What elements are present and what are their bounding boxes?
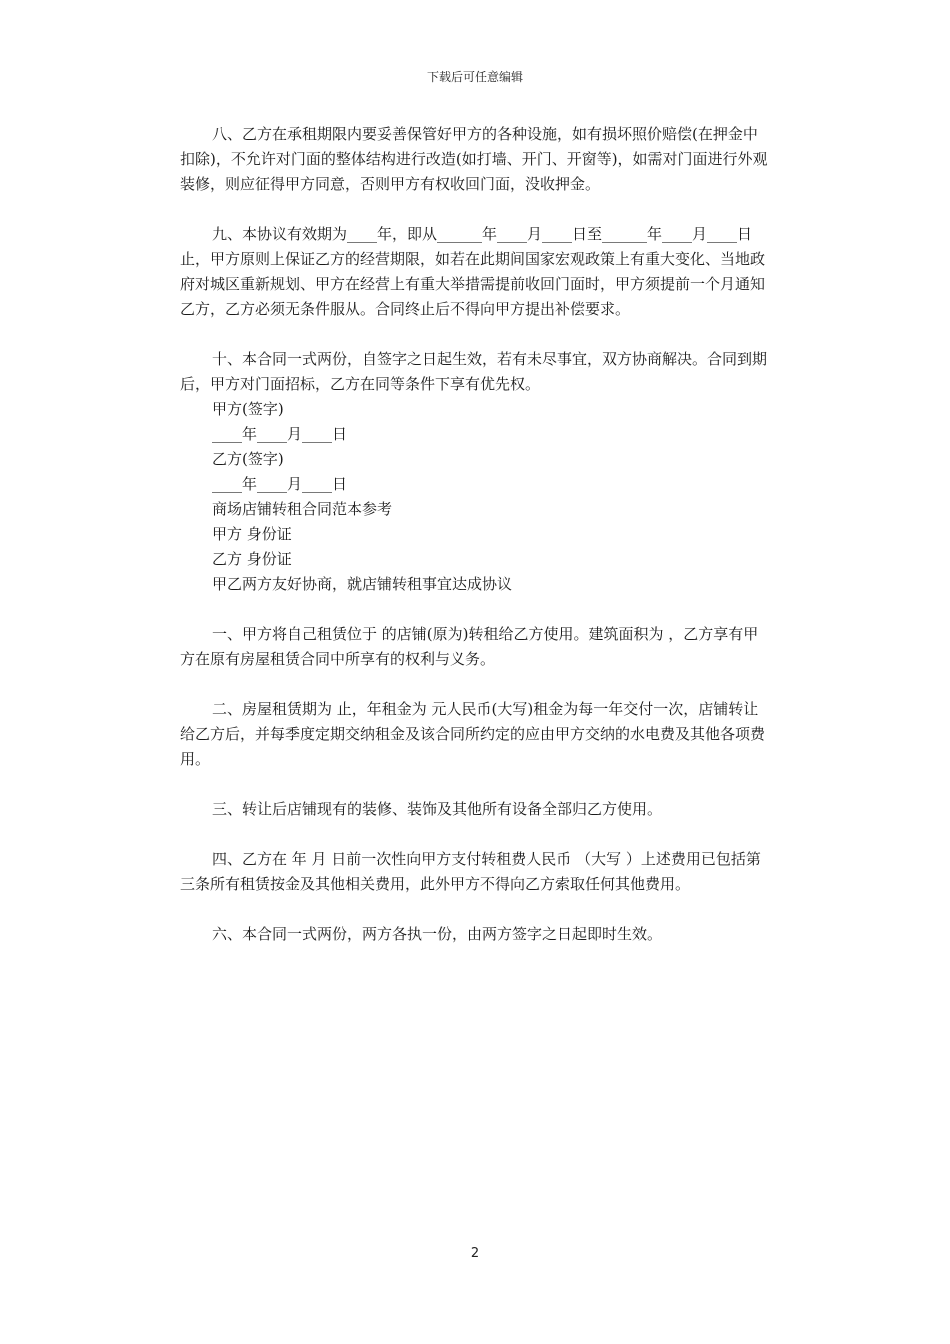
party-b-id: 乙方 身份证	[212, 550, 292, 568]
clause-3: 三、转让后店铺现有的装修、装饰及其他所有设备全部归乙方使用。	[212, 800, 663, 818]
clause-8: 八、乙方在承租期限内要妥善保管好甲方的各种设施，如有损坏照价赔偿(在押金中扣除)，不允许对门面的整体结构进行改造(如打墙、开门、开窗等)，如需对门面进行外观装修，则应征得甲方同意，否则甲方有权收回门面，没收押金。	[180, 125, 768, 193]
clause-1: 一、甲方将自己租赁位于 的店铺(原为)转租给乙方使用。建筑面积为 ，乙方享有甲方在原有房屋租赁合同中所享有的权利与义务。	[180, 625, 759, 668]
party-a-date: ____年____月____日	[212, 425, 348, 443]
clause-4: 四、乙方在 年 月 日前一次性向甲方支付转租费人民币 （大写 ）上述费用已包括第三条所有租赁按金及其他相关费用，此外甲方不得向乙方索取任何其他费用。	[180, 850, 761, 893]
clause-6: 六、本合同一式两份，两方各执一份，由两方签字之日起即时生效。	[212, 925, 663, 943]
document-body	[180, 122, 772, 947]
party-a-id: 甲方 身份证	[212, 525, 292, 543]
clause-2: 二、房屋租赁期为 止，年租金为 元人民币(大写)租金为每一年交付一次，店铺转让给乙方后，并每季度定期交纳租金及该合同所约定的应由甲方交纳的水电费及其他各项费用。	[180, 700, 766, 768]
agreement-intro: 甲乙两方友好协商，就店铺转租事宜达成协议	[212, 575, 513, 593]
page-header: 下载后可任意编辑	[426, 70, 523, 84]
party-b-date: ____年____月____日	[212, 475, 348, 493]
party-b-signature: 乙方(签字)	[212, 450, 284, 468]
party-a-signature: 甲方(签字)	[212, 400, 284, 418]
clause-10: 十、本合同一式两份，自签字之日起生效，若有未尽事宜，双方协商解决。合同到期后，甲方对门面招标，乙方在同等条件下享有优先权。	[180, 350, 768, 393]
clause-9: 九、本协议有效期为____年，即从______年____月____日至______年____月____日止，甲方原则上保证乙方的经营期限，如若在此期间国家宏观政策上有重大变化、当地政府对城区重新规划、甲方在经营上有重大举措需提前收回门面时，甲方须提前一个月通知乙方，乙方必须无条件服从。合同终止后不得向甲方提出补偿要求。	[180, 225, 766, 318]
page-number: 2	[470, 1246, 480, 1261]
section-title: 商场店铺转租合同范本参考	[212, 500, 393, 518]
